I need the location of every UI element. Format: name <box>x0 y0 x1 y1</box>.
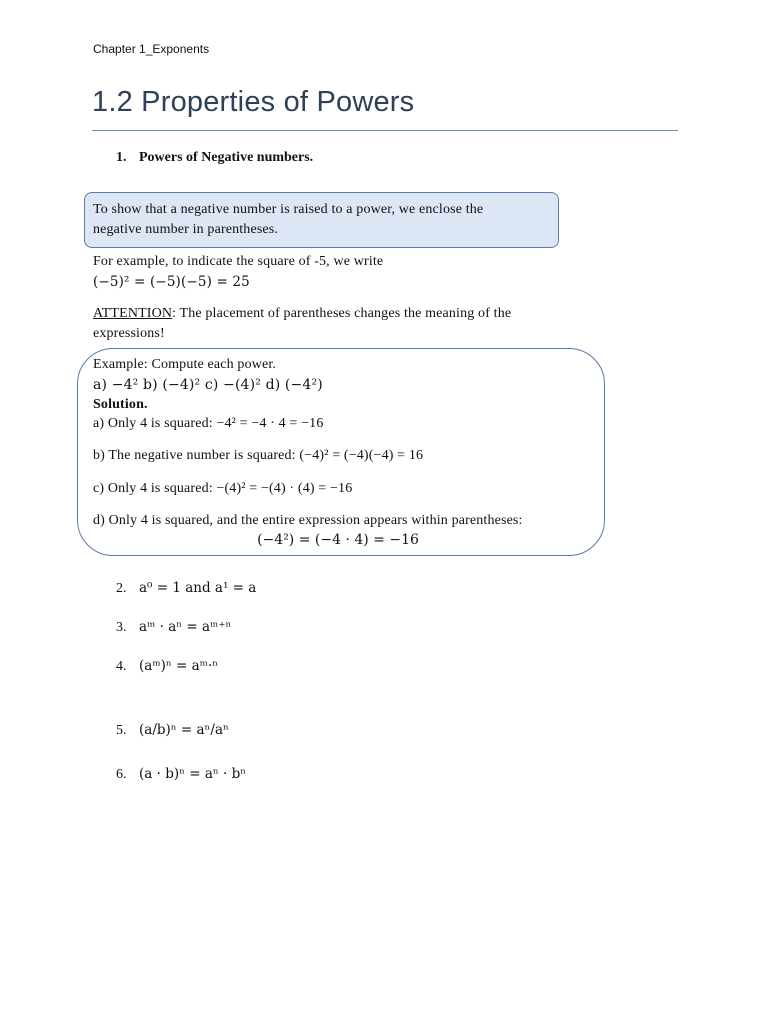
example-intro-text: For example, to indicate the square of -5, we write <box>93 254 384 269</box>
rule-item <box>116 656 218 677</box>
rule-formula: (aᵐ)ⁿ = aᵐ·ⁿ <box>139 658 219 674</box>
example-parts: a) −4² b) (−4)² c) −(4)² d) (−4²) <box>93 377 323 393</box>
attention-note <box>93 304 613 344</box>
solution-d-math: (−4²) = (−4 · 4) = −16 <box>257 532 419 548</box>
rule-item <box>116 617 231 638</box>
example-intro <box>93 252 613 292</box>
rule-formula: (a/b)ⁿ = aⁿ/aⁿ <box>139 722 229 738</box>
rule-number: 2. <box>116 581 127 596</box>
solution-d: d) Only 4 is squared, and the entire expression appears within parentheses: <box>93 513 523 528</box>
definition-box <box>84 192 559 248</box>
attention-text: : The placement of parentheses changes the meaning of the <box>172 306 512 321</box>
solution-label: Solution. <box>93 397 148 412</box>
section-number: 1. <box>116 150 127 165</box>
rule-item <box>116 764 246 785</box>
attention-label: ATTENTION <box>93 306 173 321</box>
solution-a: a) Only 4 is squared: −4² = −4 · 4 = −16 <box>93 416 324 431</box>
rule-number: 3. <box>116 620 127 635</box>
example-intro-math: (−5)² = (−5)(−5) = 25 <box>93 274 250 290</box>
page-header: Chapter 1_Exponents <box>93 42 210 56</box>
rule-formula: (a · b)ⁿ = aⁿ · bⁿ <box>139 766 247 782</box>
title-underline <box>92 130 678 131</box>
section-title: Powers of Negative numbers. <box>139 150 314 165</box>
rule-formula: a⁰ = 1 and a¹ = a <box>139 580 257 596</box>
rule-formula: aᵐ · aⁿ = aᵐ⁺ⁿ <box>139 619 232 635</box>
section-heading <box>116 150 313 166</box>
solution-c: c) Only 4 is squared: −(4)² = −(4) · (4) = −16 <box>93 481 353 496</box>
solution-b: b) The negative number is squared: (−4)² = (−4)(−4) = 16 <box>93 448 424 463</box>
definition-line-2: negative number in parentheses. <box>93 222 279 237</box>
rule-number: 5. <box>116 723 127 738</box>
attention-text-2: expressions! <box>93 326 165 341</box>
rule-item <box>116 578 256 599</box>
page-title: 1.2 Properties of Powers <box>92 86 415 118</box>
rule-number: 4. <box>116 659 127 674</box>
definition-line-1: To show that a negative number is raised to a power, we enclose the <box>93 202 484 217</box>
rule-number: 6. <box>116 767 127 782</box>
rule-item <box>116 720 229 741</box>
example-prompt: Example: Compute each power. <box>93 357 277 372</box>
